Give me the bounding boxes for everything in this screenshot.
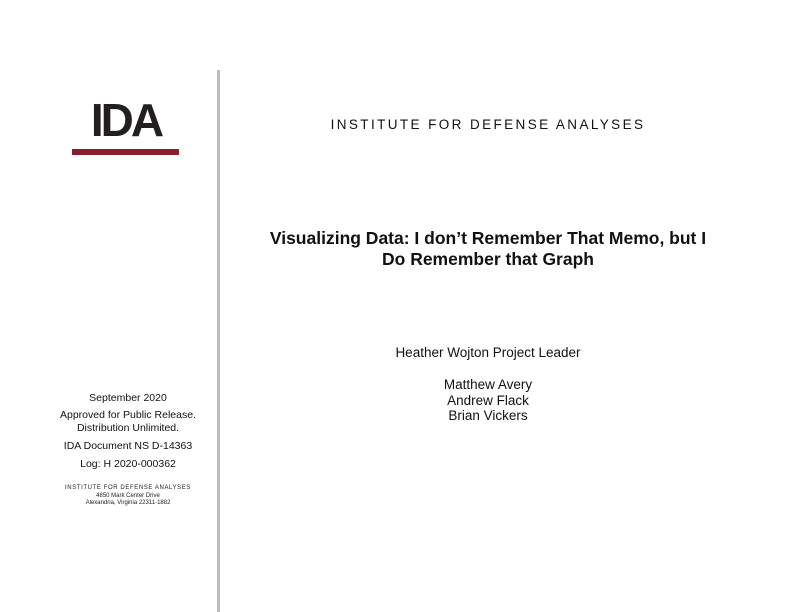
logo-text: IDA — [90, 94, 162, 146]
address-street: 4850 Mark Center Drive — [96, 492, 160, 499]
institute-address — [40, 485, 216, 508]
title-line: Do Remember that Graph — [382, 249, 594, 269]
document-title — [240, 228, 736, 270]
logo-underline-bar — [72, 149, 179, 155]
ida-logo — [72, 94, 180, 156]
address-city: Alexandria, Virginia 22311-1882 — [85, 500, 171, 506]
release-line: Distribution Unlimited. — [76, 421, 180, 434]
log-number: Log: H 2020-000362 — [80, 458, 176, 470]
project-leader: Heather Wojton Project Leader — [395, 345, 581, 360]
title-line: Visualizing Data: I don’t Remember That Memo, but I — [269, 228, 707, 248]
document-number: IDA Document NS D-14363 — [63, 440, 193, 452]
author-name: Andrew Flack — [447, 392, 529, 408]
release-statement — [40, 409, 216, 434]
institute-name-header: INSTITUTE FOR DEFENSE ANALYSES — [330, 117, 646, 132]
publication-date: September 2020 — [89, 392, 167, 404]
author-name: Brian Vickers — [448, 408, 528, 423]
address-org: INSTITUTE FOR DEFENSE ANALYSES — [65, 485, 191, 491]
release-line: Approved for Public Release. — [60, 409, 196, 421]
author-list — [300, 377, 676, 424]
vertical-divider — [217, 70, 220, 612]
author-name: Matthew Avery — [443, 377, 533, 392]
